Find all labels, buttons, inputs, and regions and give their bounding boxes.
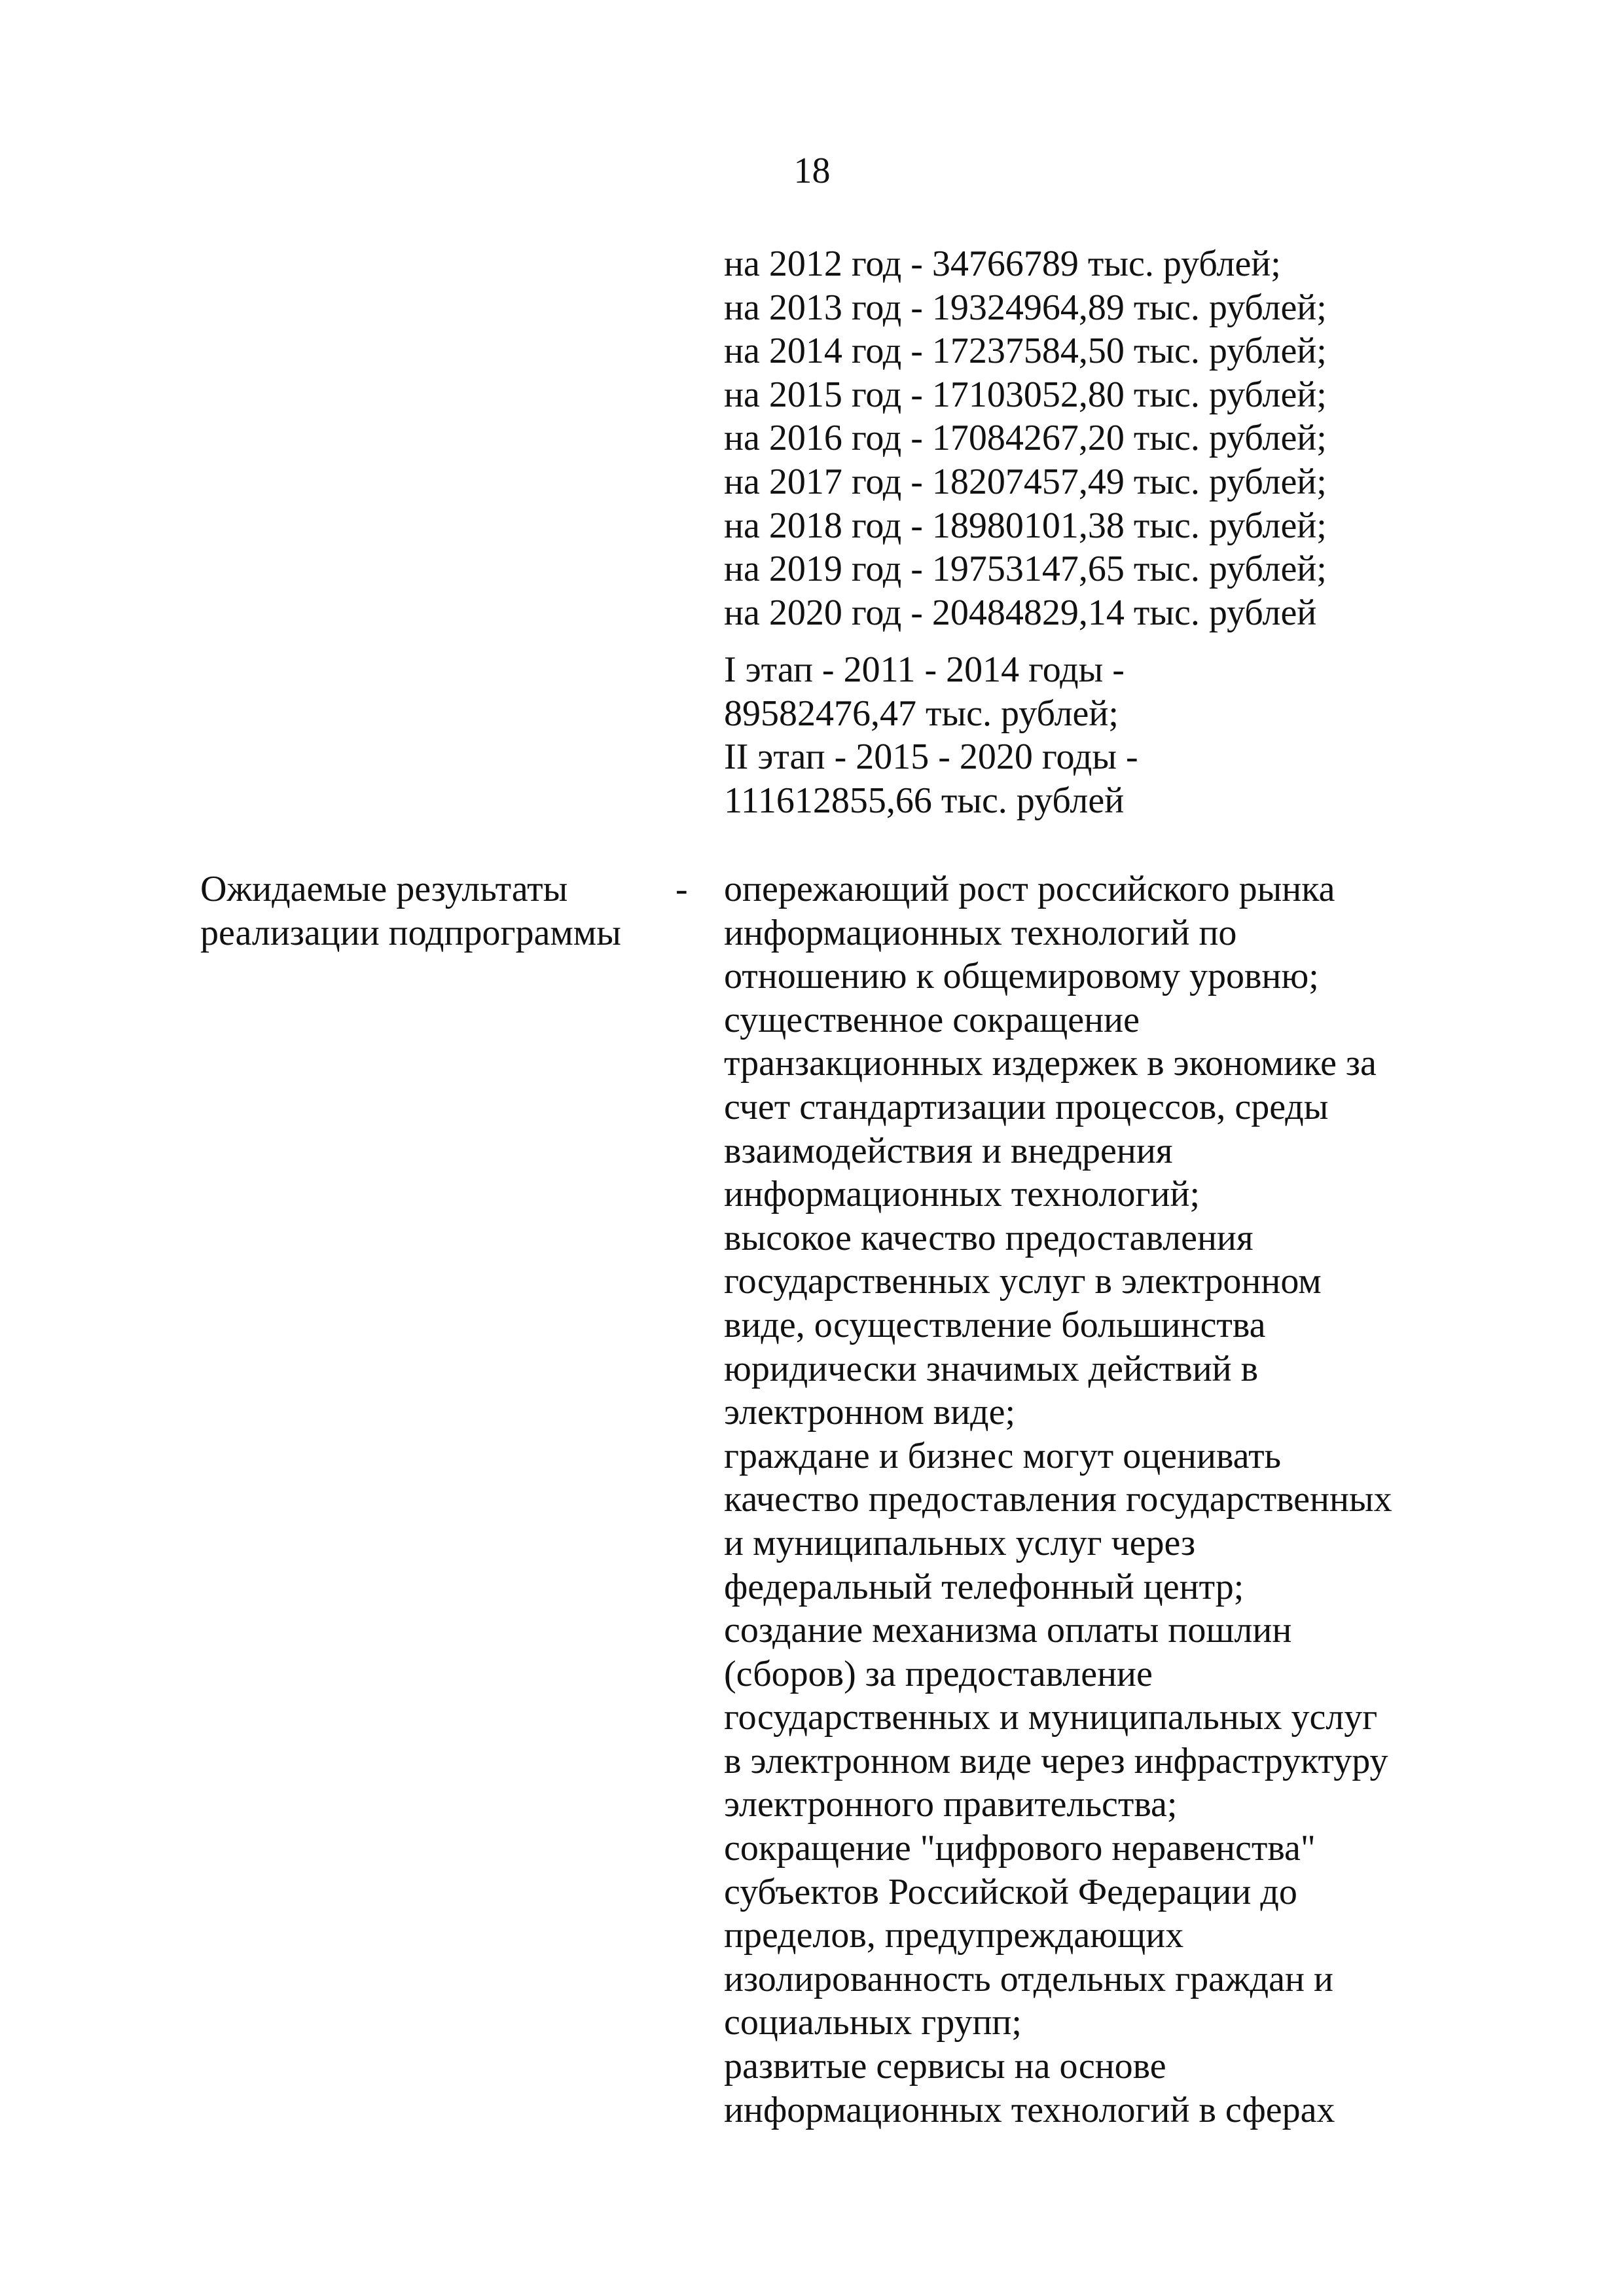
results-line: юридически значимых действий в (724, 1348, 1259, 1389)
results-line: (сборов) за предоставление (724, 1653, 1153, 1694)
expected-results-label-line: Ожидаемые результаты (200, 869, 568, 909)
funding-stages (724, 648, 1138, 822)
stage-one-title: I этап - 2011 - 2014 годы - (724, 649, 1125, 690)
results-line: пределов, предупреждающих (724, 1915, 1184, 1956)
funding-by-year-list (724, 242, 1327, 634)
results-line: субъектов Российской Федерации до (724, 1871, 1297, 1912)
funding-line-2015: на 2015 год - 17103052,80 тыс. рублей; (724, 374, 1327, 415)
funding-line-2017: на 2017 год - 18207457,49 тыс. рублей; (724, 461, 1327, 502)
results-line: социальных групп; (724, 2002, 1022, 2043)
results-line: изолированность отдельных граждан и (724, 1958, 1333, 1999)
funding-line-2012: на 2012 год - 34766789 тыс. рублей; (724, 244, 1281, 284)
expected-results-label (200, 867, 621, 955)
results-line: государственных услуг в электронном (724, 1261, 1322, 1302)
results-line: информационных технологий по (724, 912, 1237, 953)
results-line: взаимодействия и внедрения (724, 1130, 1173, 1171)
funding-line-2014: на 2014 год - 17237584,50 тыс. рублей; (724, 331, 1327, 372)
page-number: 18 (793, 151, 831, 191)
expected-results-dash: - (676, 869, 688, 909)
stage-two-title: II этап - 2015 - 2020 годы - (724, 737, 1138, 778)
stage-one-amount: 89582476,47 тыс. рублей; (724, 693, 1119, 734)
expected-results-label-line: реализации подпрограммы (200, 912, 621, 953)
results-line: счет стандартизации процессов, среды (724, 1086, 1329, 1127)
results-line: опережающий рост российского рынка (724, 869, 1335, 909)
funding-line-2013: на 2013 год - 19324964,89 тыс. рублей; (724, 287, 1327, 328)
funding-line-2018: на 2018 год - 18980101,38 тыс. рублей; (724, 505, 1327, 546)
results-line: высокое качество предоставления (724, 1217, 1254, 1258)
results-line: информационных технологий в сферах (724, 2089, 1335, 2130)
results-line: сокращение "цифрового неравенства" (724, 1828, 1316, 1869)
results-line: транзакционных издержек в экономике за (724, 1043, 1377, 1084)
results-line: развитые сервисы на основе (724, 2046, 1166, 2087)
results-line: в электронном виде через инфраструктуру (724, 1740, 1388, 1781)
results-line: отношению к общемировому уровню; (724, 956, 1319, 997)
expected-results-text (724, 867, 1392, 2132)
results-line: электронном виде; (724, 1392, 1016, 1433)
results-line: качество предоставления государственных (724, 1479, 1392, 1520)
results-line: федеральный телефонный центр; (724, 1566, 1244, 1607)
funding-line-2019: на 2019 год - 19753147,65 тыс. рублей; (724, 549, 1327, 590)
results-line: государственных и муниципальных услуг (724, 1697, 1378, 1738)
results-line: и муниципальных услуг через (724, 1522, 1196, 1563)
results-line: граждане и бизнес могут оценивать (724, 1435, 1282, 1476)
stage-two-amount: 111612855,66 тыс. рублей (724, 780, 1125, 821)
results-line: информационных технологий; (724, 1174, 1200, 1215)
results-line: существенное сокращение (724, 999, 1140, 1040)
results-line: электронного правительства; (724, 1784, 1178, 1825)
results-line: виде, осуществление большинства (724, 1304, 1266, 1345)
results-line: создание механизма оплаты пошлин (724, 1610, 1292, 1651)
funding-line-2020: на 2020 год - 20484829,14 тыс. рублей (724, 592, 1317, 633)
funding-line-2016: на 2016 год - 17084267,20 тыс. рублей; (724, 418, 1327, 459)
